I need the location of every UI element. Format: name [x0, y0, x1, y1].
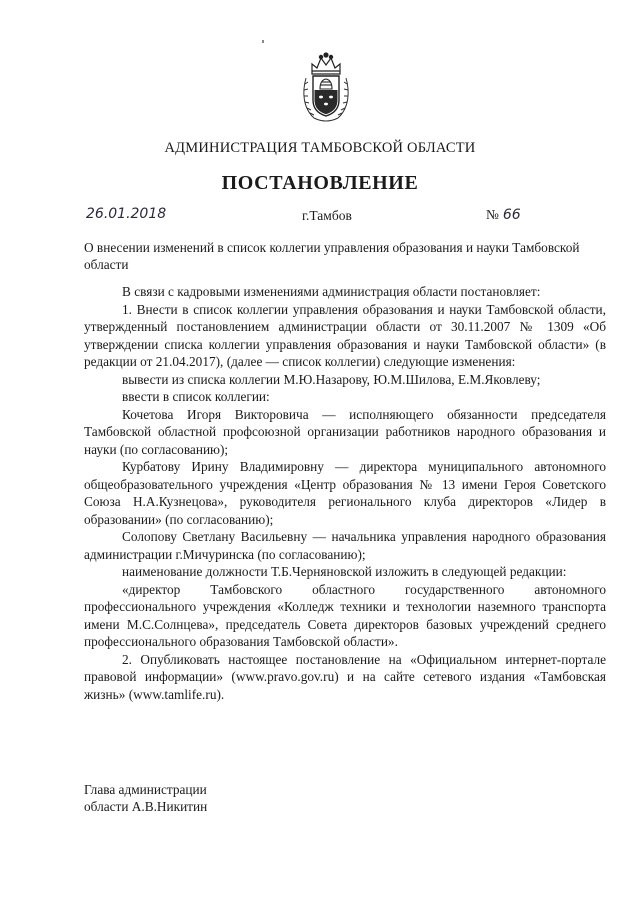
- document-body: [84, 283, 606, 703]
- document-number-block: [486, 207, 521, 223]
- body-paragraph: вывести из списка коллегии М.Ю.Назарову, Ю.М.Шилова, Е.М.Яковлеву;: [122, 371, 541, 387]
- body-paragraph: Кочетова Игоря Викторовича — исполняющего обязанности председателя Тамбовской областной профсоюзной организации работников народного образования и науки (по согласованию);: [84, 406, 606, 457]
- signature-block: [84, 782, 207, 815]
- body-paragraph: 2. Опубликовать настоящее постановление на «Официальном интернет-портале правовой информации» (www.pravo.gov.ru) и на сайте сетевого издания «Тамбовская жизнь» (www.tamlife.ru).: [84, 651, 606, 702]
- document-city: г.Тамбов: [302, 208, 352, 223]
- number-sign: №: [486, 207, 499, 222]
- coat-of-arms-icon: [300, 52, 352, 126]
- document-subject: О внесении изменений в список коллегии управления образования и науки Тамбовской области: [84, 240, 580, 272]
- body-paragraph: В связи с кадровыми изменениями администрация области постановляет:: [122, 284, 541, 299]
- organization-title: АДМИНИСТРАЦИЯ ТАМБОВСКОЙ ОБЛАСТИ: [164, 140, 476, 156]
- body-paragraph: ввести в список коллегии:: [122, 389, 270, 404]
- body-paragraph: наименование должности Т.Б.Черняновской изложить в следующей редакции:: [122, 564, 567, 579]
- scan-speck: [262, 40, 264, 43]
- body-paragraph: Солопову Светлану Васильевну — начальника управления народного образования администрации г.Мичуринска (по согласованию);: [84, 529, 606, 562]
- body-paragraph: «директор Тамбовского областного государственного автономного профессионального учреждения «Колледж техники и технологии наземного транспорта имени М.С.Солнцева», председатель Совета директоров базовых учреждений среднего профессионального образования Тамбовской области».: [84, 581, 606, 649]
- body-paragraph: 1. Внести в список коллегии управления образования и науки Тамбовской области, утвержденный постановлением администрации области от 30.11.2007 № 1309 «Об утверждении списка коллегии управления образования и науки Тамбовской области» (в редакции от 21.04.2017), (далее — список коллегии) следующие изменения:: [84, 301, 606, 369]
- document-date: 26.01.2018: [86, 206, 167, 222]
- body-paragraph: Курбатову Ирину Владимировну — директора муниципального автономного общеобразовательного учреждения «Центр образования № 13 имени Героя Советского Союза Н.А.Кузнецова», руководителя регионального клуба директоров «Лидер в образовании» (по согласованию);: [84, 459, 606, 527]
- signature-line-name: области А.В.Никитин: [84, 798, 208, 814]
- document-number: 66: [502, 207, 521, 223]
- signature-line-title: Глава администрации: [84, 782, 207, 797]
- document-type-title: ПОСТАНОВЛЕНИЕ: [221, 172, 419, 194]
